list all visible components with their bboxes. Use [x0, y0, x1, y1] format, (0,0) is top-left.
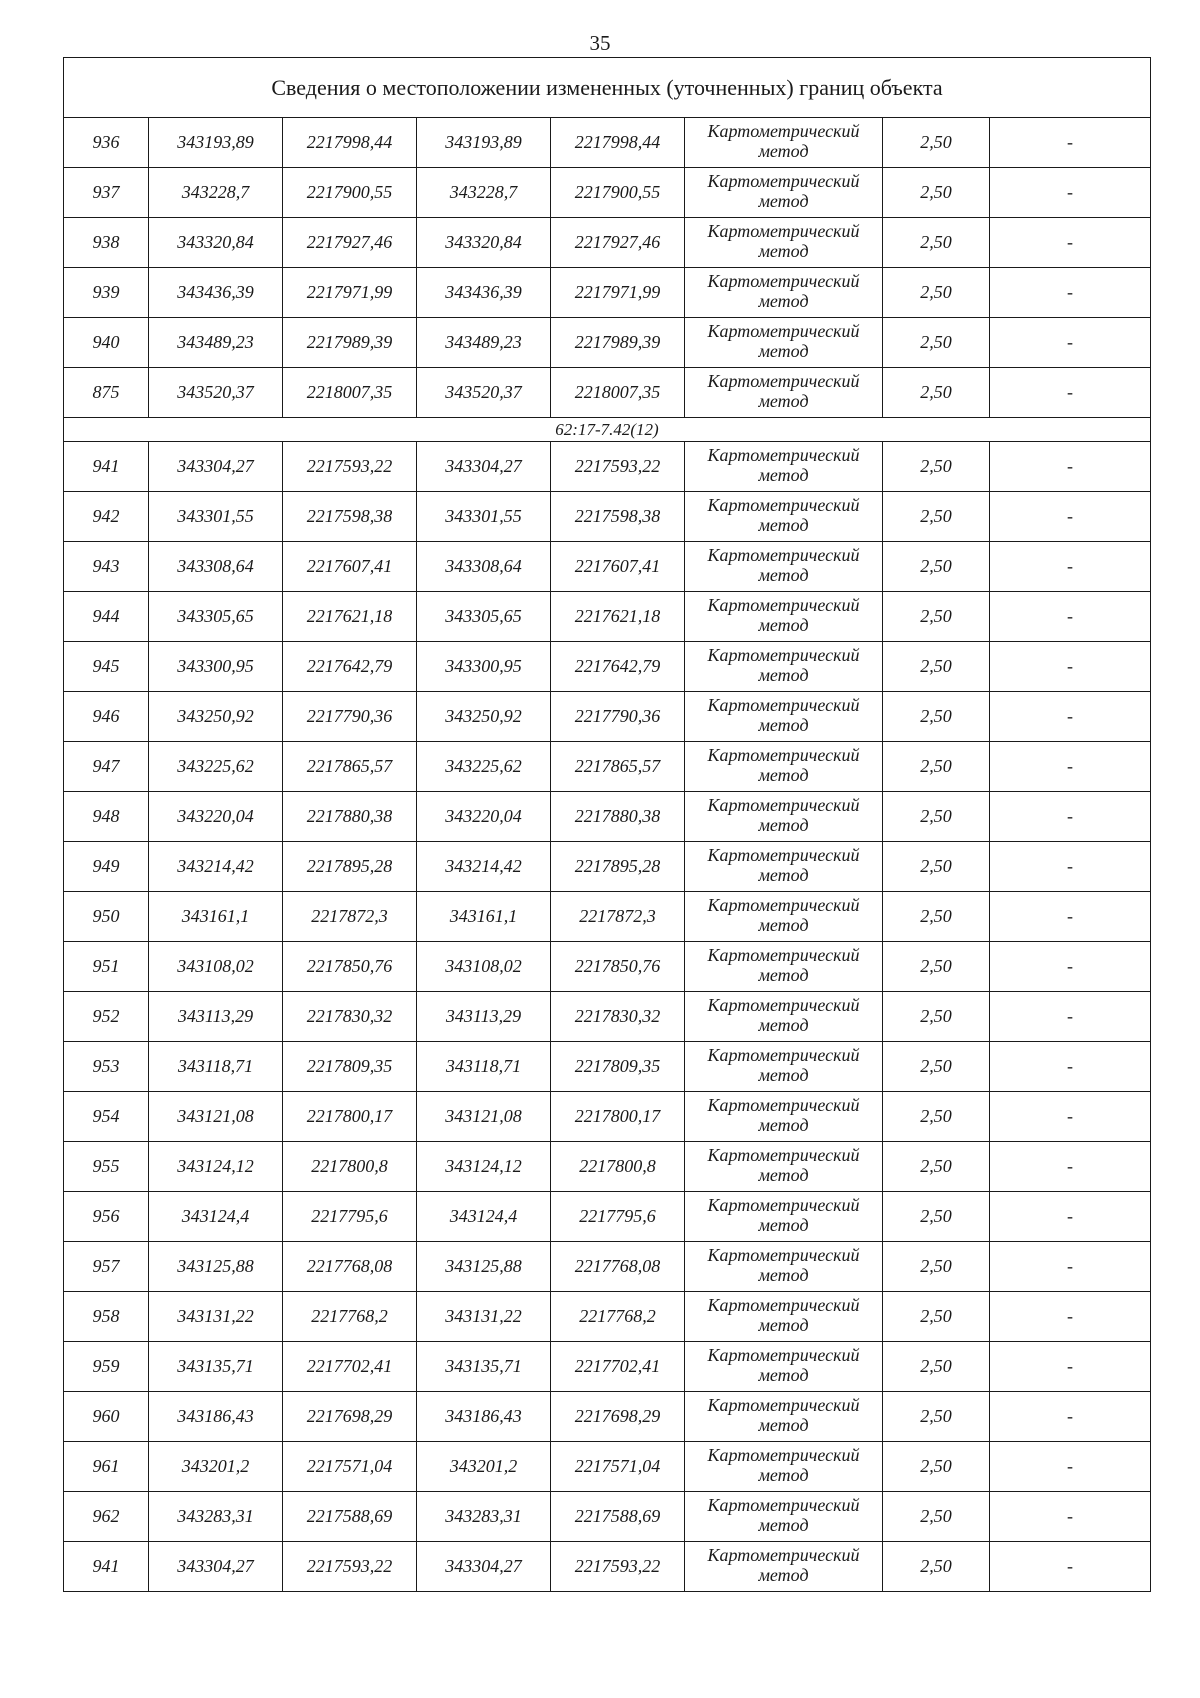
y-existing-cell: 2217598,38	[283, 492, 417, 542]
note-cell: -	[990, 792, 1151, 842]
x-new-cell: 343308,64	[417, 542, 551, 592]
x-new-cell: 343228,7	[417, 168, 551, 218]
accuracy-cell: 2,50	[883, 592, 990, 642]
method-text: Картометрический метод	[707, 120, 860, 161]
note-cell: -	[990, 368, 1151, 418]
x-new-cell: 343124,12	[417, 1142, 551, 1192]
x-existing-cell: 343108,02	[149, 942, 283, 992]
x-existing-cell: 343161,1	[149, 892, 283, 942]
y-existing-cell: 2217593,22	[283, 1542, 417, 1592]
accuracy-cell: 2,50	[883, 318, 990, 368]
y-existing-cell: 2217880,38	[283, 792, 417, 842]
table-row	[64, 1342, 1151, 1392]
method-cell	[685, 442, 883, 492]
x-existing-cell: 343225,62	[149, 742, 283, 792]
x-new-cell: 343320,84	[417, 218, 551, 268]
x-new-cell: 343186,43	[417, 1392, 551, 1442]
accuracy-cell: 2,50	[883, 792, 990, 842]
method-cell	[685, 368, 883, 418]
x-new-cell: 343489,23	[417, 318, 551, 368]
y-existing-cell: 2217989,39	[283, 318, 417, 368]
method-text: Картометрический метод	[707, 1544, 860, 1585]
y-new-cell: 2217800,8	[551, 1142, 685, 1192]
method-text: Картометрический метод	[707, 544, 860, 585]
y-existing-cell: 2217768,08	[283, 1242, 417, 1292]
x-existing-cell: 343131,22	[149, 1292, 283, 1342]
method-cell	[685, 792, 883, 842]
table-row	[64, 1242, 1151, 1292]
y-existing-cell: 2217642,79	[283, 642, 417, 692]
method-text: Картометрический метод	[707, 994, 860, 1035]
table-row	[64, 592, 1151, 642]
point-number-cell: 943	[64, 542, 149, 592]
point-number-cell: 961	[64, 1442, 149, 1492]
method-cell	[685, 1192, 883, 1242]
point-number-cell: 950	[64, 892, 149, 942]
y-new-cell: 2217998,44	[551, 118, 685, 168]
x-new-cell: 343121,08	[417, 1092, 551, 1142]
note-cell: -	[990, 268, 1151, 318]
x-new-cell: 343193,89	[417, 118, 551, 168]
method-text: Картометрический метод	[707, 170, 860, 211]
accuracy-cell: 2,50	[883, 692, 990, 742]
note-cell: -	[990, 118, 1151, 168]
x-new-cell: 343124,4	[417, 1192, 551, 1242]
y-existing-cell: 2217971,99	[283, 268, 417, 318]
point-number-cell: 955	[64, 1142, 149, 1192]
note-cell: -	[990, 492, 1151, 542]
y-new-cell: 2217795,6	[551, 1192, 685, 1242]
x-new-cell: 343135,71	[417, 1342, 551, 1392]
method-text: Картометрический метод	[707, 1194, 860, 1235]
y-new-cell: 2217790,36	[551, 692, 685, 742]
note-cell: -	[990, 318, 1151, 368]
x-existing-cell: 343283,31	[149, 1492, 283, 1542]
point-number-cell: 951	[64, 942, 149, 992]
note-cell: -	[990, 1142, 1151, 1192]
x-existing-cell: 343125,88	[149, 1242, 283, 1292]
y-existing-cell: 2217850,76	[283, 942, 417, 992]
accuracy-cell: 2,50	[883, 118, 990, 168]
x-existing-cell: 343320,84	[149, 218, 283, 268]
method-cell	[685, 168, 883, 218]
y-new-cell: 2217971,99	[551, 268, 685, 318]
y-new-cell: 2217865,57	[551, 742, 685, 792]
x-existing-cell: 343124,12	[149, 1142, 283, 1192]
note-cell: -	[990, 842, 1151, 892]
method-cell	[685, 1042, 883, 1092]
table-body	[64, 58, 1151, 1592]
table-row	[64, 892, 1151, 942]
method-text: Картометрический метод	[707, 1494, 860, 1535]
method-cell	[685, 1392, 883, 1442]
y-existing-cell: 2217800,17	[283, 1092, 417, 1142]
table-row	[64, 692, 1151, 742]
section-header-row	[64, 418, 1151, 442]
note-cell: -	[990, 1042, 1151, 1092]
method-text: Картометрический метод	[707, 494, 860, 535]
method-cell	[685, 742, 883, 792]
x-existing-cell: 343520,37	[149, 368, 283, 418]
y-existing-cell: 2217571,04	[283, 1442, 417, 1492]
point-number-cell: 947	[64, 742, 149, 792]
method-text: Картометрический метод	[707, 744, 860, 785]
note-cell: -	[990, 1342, 1151, 1392]
x-new-cell: 343161,1	[417, 892, 551, 942]
x-new-cell: 343118,71	[417, 1042, 551, 1092]
x-existing-cell: 343214,42	[149, 842, 283, 892]
x-existing-cell: 343308,64	[149, 542, 283, 592]
point-number-cell: 952	[64, 992, 149, 1042]
note-cell: -	[990, 168, 1151, 218]
y-new-cell: 2217598,38	[551, 492, 685, 542]
y-new-cell: 2217830,32	[551, 992, 685, 1042]
table-title-row	[64, 58, 1151, 118]
accuracy-cell: 2,50	[883, 1442, 990, 1492]
note-cell: -	[990, 592, 1151, 642]
method-cell	[685, 942, 883, 992]
accuracy-cell: 2,50	[883, 942, 990, 992]
y-existing-cell: 2217895,28	[283, 842, 417, 892]
method-text: Картометрический метод	[707, 320, 860, 361]
x-new-cell: 343201,2	[417, 1442, 551, 1492]
table-row	[64, 1442, 1151, 1492]
note-cell: -	[990, 1192, 1151, 1242]
x-new-cell: 343301,55	[417, 492, 551, 542]
accuracy-cell: 2,50	[883, 1492, 990, 1542]
y-new-cell: 2217571,04	[551, 1442, 685, 1492]
x-existing-cell: 343186,43	[149, 1392, 283, 1442]
accuracy-cell: 2,50	[883, 442, 990, 492]
point-number-cell: 941	[64, 442, 149, 492]
method-cell	[685, 642, 883, 692]
point-number-cell: 956	[64, 1192, 149, 1242]
note-cell: -	[990, 442, 1151, 492]
point-number-cell: 957	[64, 1242, 149, 1292]
x-existing-cell: 343124,4	[149, 1192, 283, 1242]
note-cell: -	[990, 942, 1151, 992]
method-text: Картометрический метод	[707, 694, 860, 735]
table-row	[64, 992, 1151, 1042]
y-new-cell: 2217768,2	[551, 1292, 685, 1342]
table-row	[64, 642, 1151, 692]
x-existing-cell: 343305,65	[149, 592, 283, 642]
y-new-cell: 2217809,35	[551, 1042, 685, 1092]
x-existing-cell: 343304,27	[149, 1542, 283, 1592]
method-cell	[685, 118, 883, 168]
point-number-cell: 939	[64, 268, 149, 318]
point-number-cell: 949	[64, 842, 149, 892]
x-new-cell: 343300,95	[417, 642, 551, 692]
x-new-cell: 343283,31	[417, 1492, 551, 1542]
x-new-cell: 343436,39	[417, 268, 551, 318]
x-existing-cell: 343300,95	[149, 642, 283, 692]
x-new-cell: 343305,65	[417, 592, 551, 642]
note-cell: -	[990, 692, 1151, 742]
y-existing-cell: 2217830,32	[283, 992, 417, 1042]
point-number-cell: 940	[64, 318, 149, 368]
x-existing-cell: 343304,27	[149, 442, 283, 492]
note-cell: -	[990, 1492, 1151, 1542]
accuracy-cell: 2,50	[883, 742, 990, 792]
y-existing-cell: 2217927,46	[283, 218, 417, 268]
y-new-cell: 2217588,69	[551, 1492, 685, 1542]
x-existing-cell: 343113,29	[149, 992, 283, 1042]
note-cell: -	[990, 1092, 1151, 1142]
y-existing-cell: 2217872,3	[283, 892, 417, 942]
point-number-cell: 959	[64, 1342, 149, 1392]
y-new-cell: 2217850,76	[551, 942, 685, 992]
x-new-cell: 343125,88	[417, 1242, 551, 1292]
note-cell: -	[990, 742, 1151, 792]
x-existing-cell: 343228,7	[149, 168, 283, 218]
x-new-cell: 343113,29	[417, 992, 551, 1042]
point-number-cell: 938	[64, 218, 149, 268]
y-new-cell: 2217927,46	[551, 218, 685, 268]
method-text: Картометрический метод	[707, 370, 860, 411]
table-row	[64, 492, 1151, 542]
accuracy-cell: 2,50	[883, 368, 990, 418]
note-cell: -	[990, 1292, 1151, 1342]
x-new-cell: 343131,22	[417, 1292, 551, 1342]
accuracy-cell: 2,50	[883, 1092, 990, 1142]
method-text: Картометрический метод	[707, 1394, 860, 1435]
y-new-cell: 2217872,3	[551, 892, 685, 942]
point-number-cell: 875	[64, 368, 149, 418]
accuracy-cell: 2,50	[883, 1292, 990, 1342]
x-existing-cell: 343436,39	[149, 268, 283, 318]
x-new-cell: 343304,27	[417, 442, 551, 492]
note-cell: -	[990, 992, 1151, 1042]
y-new-cell: 2217621,18	[551, 592, 685, 642]
y-new-cell: 2217800,17	[551, 1092, 685, 1142]
x-existing-cell: 343121,08	[149, 1092, 283, 1142]
accuracy-cell: 2,50	[883, 492, 990, 542]
method-text: Картометрический метод	[707, 270, 860, 311]
y-existing-cell: 2217800,8	[283, 1142, 417, 1192]
method-cell	[685, 592, 883, 642]
accuracy-cell: 2,50	[883, 842, 990, 892]
table-row	[64, 792, 1151, 842]
x-new-cell: 343225,62	[417, 742, 551, 792]
x-new-cell: 343250,92	[417, 692, 551, 742]
y-new-cell: 2217900,55	[551, 168, 685, 218]
method-cell	[685, 692, 883, 742]
x-existing-cell: 343220,04	[149, 792, 283, 842]
y-new-cell: 2217895,28	[551, 842, 685, 892]
method-cell	[685, 1492, 883, 1542]
y-existing-cell: 2217865,57	[283, 742, 417, 792]
y-new-cell: 2217768,08	[551, 1242, 685, 1292]
y-existing-cell: 2217593,22	[283, 442, 417, 492]
x-new-cell: 343520,37	[417, 368, 551, 418]
accuracy-cell: 2,50	[883, 268, 990, 318]
method-text: Картометрический метод	[707, 1344, 860, 1385]
table-row	[64, 1542, 1151, 1592]
y-existing-cell: 2217809,35	[283, 1042, 417, 1092]
table-row	[64, 368, 1151, 418]
x-new-cell: 343220,04	[417, 792, 551, 842]
y-new-cell: 2217642,79	[551, 642, 685, 692]
accuracy-cell: 2,50	[883, 892, 990, 942]
method-cell	[685, 492, 883, 542]
point-number-cell: 942	[64, 492, 149, 542]
method-cell	[685, 218, 883, 268]
accuracy-cell: 2,50	[883, 218, 990, 268]
accuracy-cell: 2,50	[883, 992, 990, 1042]
method-cell	[685, 1342, 883, 1392]
x-existing-cell: 343201,2	[149, 1442, 283, 1492]
y-existing-cell: 2217795,6	[283, 1192, 417, 1242]
y-new-cell: 2217989,39	[551, 318, 685, 368]
table-row	[64, 218, 1151, 268]
method-cell	[685, 1142, 883, 1192]
y-new-cell: 2218007,35	[551, 368, 685, 418]
method-text: Картометрический метод	[707, 1094, 860, 1135]
y-new-cell: 2217607,41	[551, 542, 685, 592]
method-cell	[685, 1442, 883, 1492]
method-text: Картометрический метод	[707, 794, 860, 835]
method-text: Картометрический метод	[707, 444, 860, 485]
y-existing-cell: 2217768,2	[283, 1292, 417, 1342]
x-existing-cell: 343250,92	[149, 692, 283, 742]
note-cell: -	[990, 1442, 1151, 1492]
table-row	[64, 842, 1151, 892]
x-new-cell: 343108,02	[417, 942, 551, 992]
note-cell: -	[990, 218, 1151, 268]
method-text: Картометрический метод	[707, 1144, 860, 1185]
note-cell: -	[990, 1392, 1151, 1442]
point-number-cell: 945	[64, 642, 149, 692]
y-existing-cell: 2217790,36	[283, 692, 417, 742]
y-new-cell: 2217593,22	[551, 442, 685, 492]
point-number-cell: 953	[64, 1042, 149, 1092]
note-cell: -	[990, 642, 1151, 692]
accuracy-cell: 2,50	[883, 1192, 990, 1242]
x-existing-cell: 343301,55	[149, 492, 283, 542]
accuracy-cell: 2,50	[883, 1142, 990, 1192]
method-text: Картометрический метод	[707, 894, 860, 935]
method-cell	[685, 542, 883, 592]
x-existing-cell: 343135,71	[149, 1342, 283, 1392]
method-text: Картометрический метод	[707, 1044, 860, 1085]
y-existing-cell: 2217900,55	[283, 168, 417, 218]
point-number-cell: 948	[64, 792, 149, 842]
method-text: Картометрический метод	[707, 220, 860, 261]
y-new-cell: 2217698,29	[551, 1392, 685, 1442]
method-text: Картометрический метод	[707, 1294, 860, 1335]
accuracy-cell: 2,50	[883, 1392, 990, 1442]
method-text: Картометрический метод	[707, 944, 860, 985]
method-cell	[685, 992, 883, 1042]
table-row	[64, 742, 1151, 792]
x-existing-cell: 343489,23	[149, 318, 283, 368]
method-text: Картометрический метод	[707, 1244, 860, 1285]
x-existing-cell: 343118,71	[149, 1042, 283, 1092]
method-cell	[685, 842, 883, 892]
section-label: 62:17-7.42(12)	[64, 418, 1151, 442]
table-row	[64, 168, 1151, 218]
point-number-cell: 962	[64, 1492, 149, 1542]
method-text: Картометрический метод	[707, 844, 860, 885]
method-text: Картометрический метод	[707, 644, 860, 685]
table-row	[64, 442, 1151, 492]
method-cell	[685, 1092, 883, 1142]
table-row	[64, 542, 1151, 592]
note-cell: -	[990, 1542, 1151, 1592]
method-cell	[685, 268, 883, 318]
table-row	[64, 1142, 1151, 1192]
note-cell: -	[990, 1242, 1151, 1292]
point-number-cell: 960	[64, 1392, 149, 1442]
point-number-cell: 954	[64, 1092, 149, 1142]
point-number-cell: 944	[64, 592, 149, 642]
table-title: Сведения о местоположении измененных (уточненных) границ объекта	[64, 58, 1151, 118]
y-new-cell: 2217702,41	[551, 1342, 685, 1392]
y-new-cell: 2217593,22	[551, 1542, 685, 1592]
point-number-cell: 941	[64, 1542, 149, 1592]
y-existing-cell: 2217998,44	[283, 118, 417, 168]
method-text: Картометрический метод	[707, 1444, 860, 1485]
y-existing-cell: 2218007,35	[283, 368, 417, 418]
method-cell	[685, 1542, 883, 1592]
accuracy-cell: 2,50	[883, 1342, 990, 1392]
y-existing-cell: 2217588,69	[283, 1492, 417, 1542]
method-cell	[685, 892, 883, 942]
table-row	[64, 1192, 1151, 1242]
point-number-cell: 958	[64, 1292, 149, 1342]
table-row	[64, 118, 1151, 168]
accuracy-cell: 2,50	[883, 1542, 990, 1592]
x-new-cell: 343304,27	[417, 1542, 551, 1592]
accuracy-cell: 2,50	[883, 168, 990, 218]
boundary-points-table	[63, 57, 1151, 1592]
table-row	[64, 942, 1151, 992]
point-number-cell: 937	[64, 168, 149, 218]
page-number: 35	[589, 31, 611, 55]
table-row	[64, 1042, 1151, 1092]
method-cell	[685, 318, 883, 368]
point-number-cell: 946	[64, 692, 149, 742]
y-existing-cell: 2217607,41	[283, 542, 417, 592]
point-number-cell: 936	[64, 118, 149, 168]
y-new-cell: 2217880,38	[551, 792, 685, 842]
table-row	[64, 1092, 1151, 1142]
y-existing-cell: 2217698,29	[283, 1392, 417, 1442]
note-cell: -	[990, 892, 1151, 942]
x-existing-cell: 343193,89	[149, 118, 283, 168]
accuracy-cell: 2,50	[883, 1042, 990, 1092]
table-row	[64, 1292, 1151, 1342]
x-new-cell: 343214,42	[417, 842, 551, 892]
accuracy-cell: 2,50	[883, 642, 990, 692]
method-cell	[685, 1292, 883, 1342]
table-row	[64, 1492, 1151, 1542]
method-cell	[685, 1242, 883, 1292]
table-row	[64, 1392, 1151, 1442]
note-cell: -	[990, 542, 1151, 592]
accuracy-cell: 2,50	[883, 1242, 990, 1292]
y-existing-cell: 2217702,41	[283, 1342, 417, 1392]
table-row	[64, 268, 1151, 318]
table-row	[64, 318, 1151, 368]
method-text: Картометрический метод	[707, 594, 860, 635]
accuracy-cell: 2,50	[883, 542, 990, 592]
y-existing-cell: 2217621,18	[283, 592, 417, 642]
